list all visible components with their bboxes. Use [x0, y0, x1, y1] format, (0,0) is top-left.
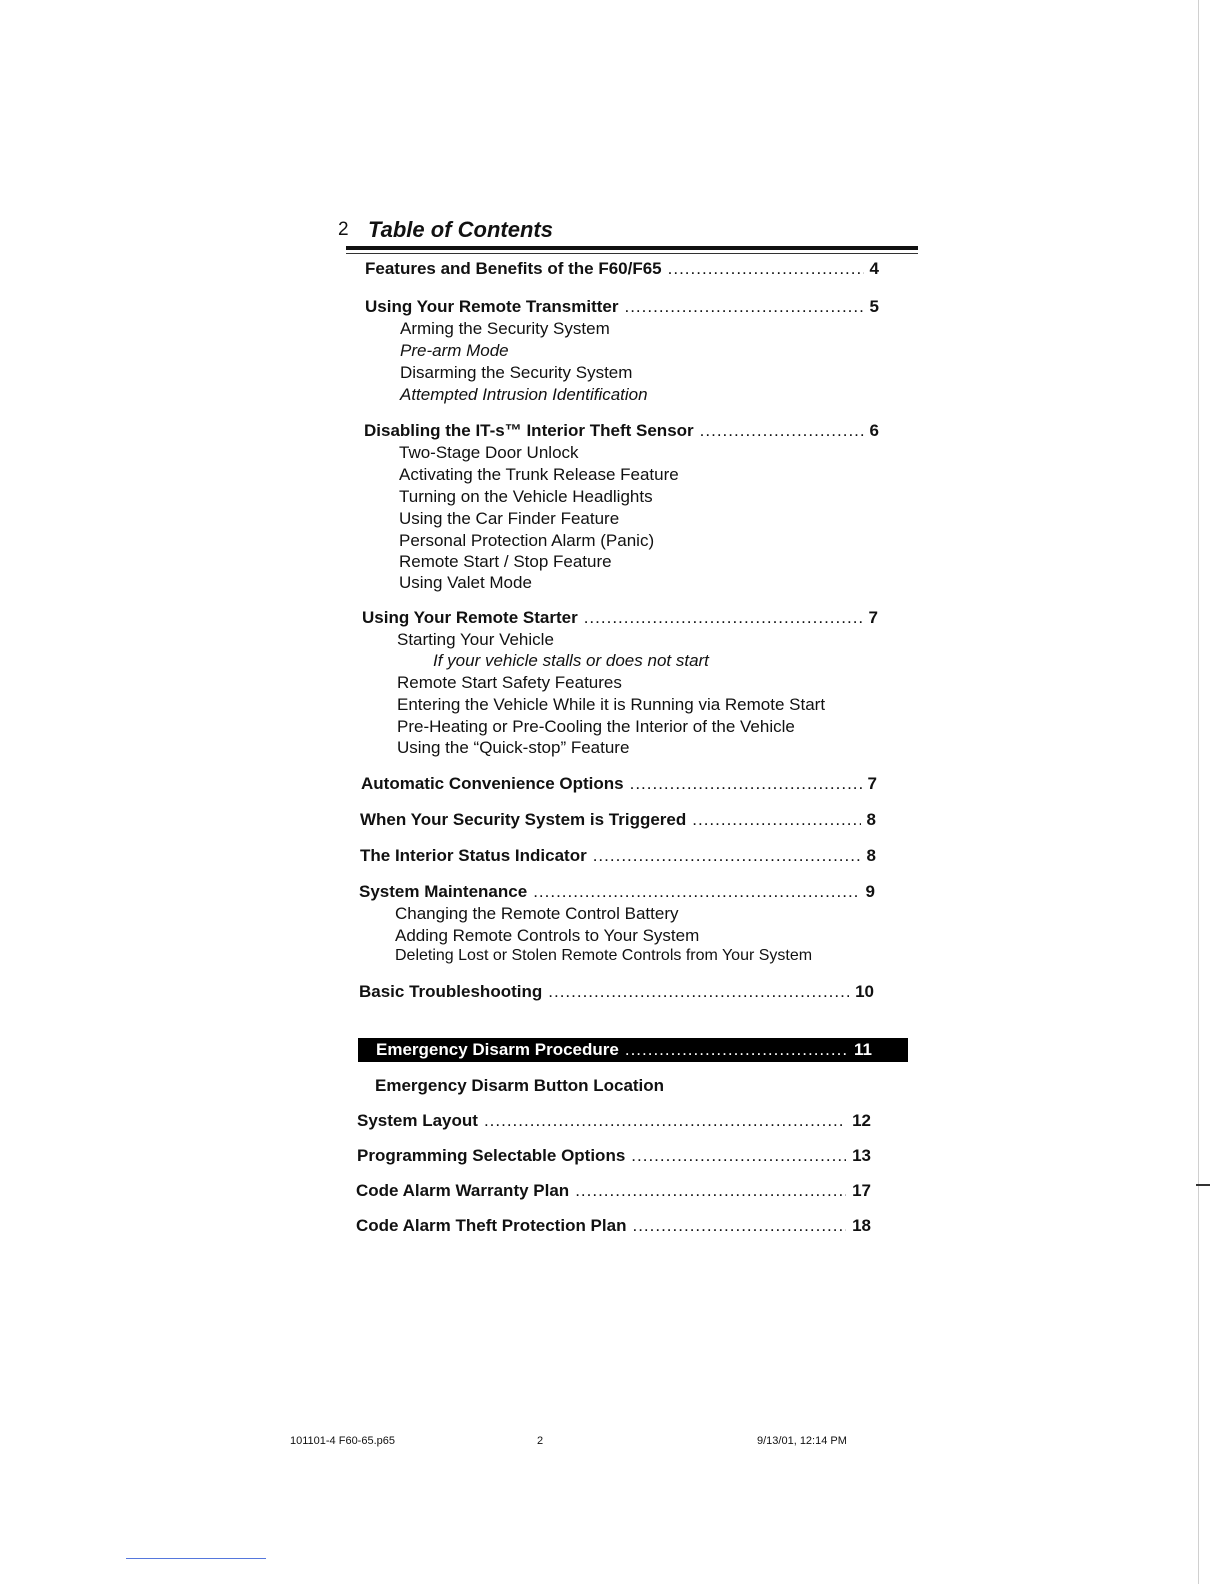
leader-dots — [484, 1111, 846, 1131]
toc-entry-page: 11 — [854, 1040, 872, 1059]
toc-entry-page: 10 — [855, 982, 874, 1001]
leader-dots — [533, 882, 859, 902]
toc-entry-remote-starter[interactable] — [362, 608, 878, 628]
toc-entry-label: Using Your Remote Starter — [362, 608, 578, 627]
toc-entry-maintenance[interactable] — [359, 882, 875, 902]
leader-dots — [632, 1216, 846, 1236]
toc-entry-warranty[interactable] — [356, 1181, 871, 1201]
leader-dots — [593, 846, 861, 866]
footer-file-name: 101101-4 F60-65.p65 — [290, 1435, 395, 1447]
page-title: Table of Contents — [368, 217, 553, 242]
toc-entry-label: Code Alarm Theft Protection Plan — [356, 1216, 627, 1235]
toc-entry-label: Programming Selectable Options — [357, 1146, 626, 1165]
toc-subentry[interactable]: Using the Car Finder Feature — [399, 509, 620, 528]
toc-subentry[interactable]: Entering the Vehicle While it is Running via Remote Start — [397, 695, 826, 714]
toc-entry-page: 17 — [852, 1181, 871, 1200]
toc-entry-triggered[interactable] — [360, 810, 876, 830]
toc-subentry[interactable]: Arming the Security System — [400, 319, 610, 338]
toc-entry-page: 6 — [869, 421, 879, 440]
scan-bottom-line — [126, 1558, 266, 1559]
toc-entry-label: The Interior Status Indicator — [360, 846, 587, 865]
toc-entry-disabling[interactable] — [364, 421, 879, 441]
leader-dots — [692, 810, 860, 830]
toc-subentry[interactable]: Attempted Intrusion Identification — [400, 385, 648, 404]
toc-subentry[interactable]: Pre-arm Mode — [400, 341, 509, 360]
toc-entry-page: 7 — [867, 774, 877, 793]
toc-subentry[interactable]: If your vehicle stalls or does not start — [433, 651, 709, 670]
toc-entry-indicator[interactable] — [360, 846, 876, 866]
leader-dots — [631, 1146, 846, 1166]
toc-subentry[interactable]: Deleting Lost or Stolen Remote Controls from Your System — [395, 947, 813, 964]
toc-entry-troubleshooting[interactable] — [359, 982, 874, 1002]
title-rule-thick — [346, 246, 918, 250]
toc-entry-page: 9 — [865, 882, 875, 901]
toc-entry-page: 18 — [852, 1216, 871, 1235]
toc-entry-page: 7 — [868, 608, 878, 627]
leader-dots — [625, 1040, 848, 1060]
toc-subentry[interactable]: Pre-Heating or Pre-Cooling the Interior of the Vehicle — [397, 717, 795, 736]
toc-entry-label: Disabling the IT-s™ Interior Theft Sensor — [364, 421, 694, 440]
toc-subentry[interactable]: Changing the Remote Control Battery — [395, 904, 679, 923]
toc-entry-programming[interactable] — [357, 1146, 871, 1166]
title-rule-thin — [346, 253, 918, 254]
toc-entry-page: 12 — [852, 1111, 871, 1130]
toc-entry-features[interactable] — [365, 259, 879, 279]
toc-entry-page: 4 — [869, 259, 879, 278]
toc-subentry[interactable]: Remote Start Safety Features — [397, 673, 622, 692]
toc-entry-label: When Your Security System is Triggered — [360, 810, 687, 829]
leader-dots — [668, 259, 864, 279]
toc-entry-layout[interactable] — [357, 1111, 871, 1131]
footer-timestamp: 9/13/01, 12:14 PM — [757, 1435, 847, 1447]
toc-entry-label: Using Your Remote Transmitter — [365, 297, 619, 316]
toc-subentry-emergency-button[interactable]: Emergency Disarm Button Location — [375, 1076, 665, 1095]
toc-subentry[interactable]: Turning on the Vehicle Headlights — [399, 487, 653, 506]
toc-entry-label: Code Alarm Warranty Plan — [356, 1181, 570, 1200]
toc-entry-page: 13 — [852, 1146, 871, 1165]
leader-dots — [700, 421, 864, 441]
toc-subentry[interactable]: Activating the Trunk Release Feature — [399, 465, 679, 484]
toc-entry-label: System Maintenance — [359, 882, 528, 901]
toc-entry-page: 8 — [866, 846, 876, 865]
toc-subentry[interactable]: Remote Start / Stop Feature — [399, 552, 612, 571]
toc-entry-page: 5 — [869, 297, 879, 316]
leader-dots — [630, 774, 862, 794]
page-number-top: 2 — [338, 219, 349, 240]
toc-entry-automatic[interactable] — [361, 774, 877, 794]
scan-margin-line — [1198, 0, 1199, 1584]
leader-dots — [624, 297, 863, 317]
toc-subentry[interactable]: Disarming the Security System — [400, 363, 633, 382]
toc-subentry[interactable]: Using Valet Mode — [399, 573, 532, 592]
leader-dots — [548, 982, 849, 1002]
leader-dots — [575, 1181, 846, 1201]
toc-entry-theft-plan[interactable] — [356, 1216, 871, 1236]
toc-subentry[interactable]: Using the “Quick-stop” Feature — [397, 738, 630, 757]
toc-entry-label: Features and Benefits of the F60/F65 — [365, 259, 662, 278]
toc-subentry[interactable]: Adding Remote Controls to Your System — [395, 926, 700, 945]
toc-entry-page: 8 — [866, 810, 876, 829]
toc-subentry[interactable]: Two-Stage Door Unlock — [399, 443, 579, 462]
scan-margin-tick — [1196, 1184, 1210, 1186]
toc-subentry[interactable]: Starting Your Vehicle — [397, 630, 554, 649]
toc-entry-label: Automatic Convenience Options — [361, 774, 624, 793]
toc-entry-label: Basic Troubleshooting — [359, 982, 543, 1001]
toc-entry-emergency[interactable] — [376, 1040, 872, 1060]
toc-subentry[interactable]: Personal Protection Alarm (Panic) — [399, 531, 655, 550]
toc-entry-label: System Layout — [357, 1111, 478, 1130]
toc-entry-remote-transmitter[interactable] — [365, 297, 879, 317]
footer-page-number: 2 — [537, 1435, 544, 1447]
leader-dots — [584, 608, 863, 628]
toc-entry-label: Emergency Disarm Procedure — [376, 1040, 619, 1059]
